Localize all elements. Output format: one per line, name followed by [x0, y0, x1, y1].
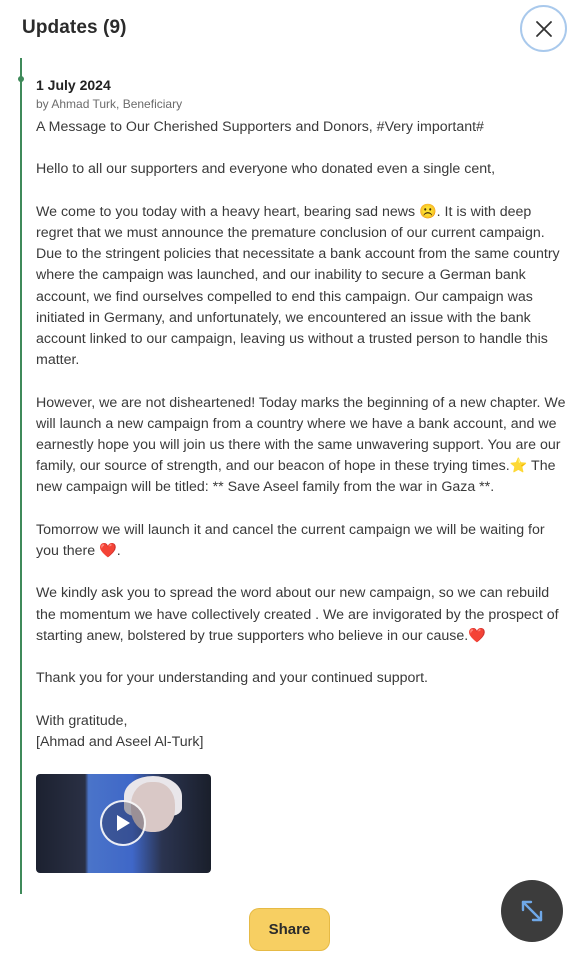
update-paragraph: Thank you for your understanding and your continued support.: [36, 670, 428, 687]
close-icon: [535, 20, 553, 38]
play-button[interactable]: [100, 800, 146, 846]
video-thumbnail[interactable]: [36, 774, 211, 873]
update-paragraph: Hello to all our supporters and everyone who donated even a single cent,: [36, 161, 496, 178]
timeline-line: [20, 58, 22, 894]
close-button[interactable]: [520, 5, 567, 52]
share-button[interactable]: Share: [249, 908, 330, 951]
timeline-dot: [18, 76, 24, 82]
update-author: by Ahmad Turk, Beneficiary: [36, 97, 183, 111]
update-paragraph: However, we are not disheartened! Today marks the beginning of a new chapter. We will launch a new campaign from a country where we have a bank account, and we earnestly hope you will join us there with the same unwavering support. You are our family, our source of strength, and our beacon of hope in these trying times.⭐ The new campaign will be titled: ** Save Aseel family from the war in Gaza **.: [36, 394, 566, 496]
update-paragraph: We kindly ask you to spread the word about our new campaign, so we can rebuild the momentum we have collectively created . We are invigorated by the prospect of starting anew, bolstered by true supporters who believe in our cause.❤️: [36, 585, 559, 644]
page-title: Updates (9): [22, 17, 127, 38]
update-entry: [36, 76, 566, 753]
update-date: 1 July 2024: [36, 77, 111, 93]
update-body: [36, 117, 566, 753]
update-paragraph: A Message to Our Cherished Supporters and Donors, #Very important#: [36, 119, 484, 135]
update-signature: With gratitude, [Ahmad and Aseel Al-Turk]: [36, 712, 204, 750]
updates-header: [0, 0, 586, 60]
update-paragraph: We come to you today with a heavy heart, bearing sad news ☹️. It is with deep regret that we must announce the premature conclusion of our current campaign. Due to the stringent policies that necessitate a bank account from the same country where the campaign was launched, and our inability to secure a German bank account, we find ourselves compelled to end this campaign. Our campaign was initiated in Germany, and unfortunately, we encountered an issue with the bank account linked to our campaign, leaving us without a trusted person to handle this matter.: [36, 203, 560, 369]
expand-button[interactable]: [501, 880, 563, 942]
play-icon: [115, 814, 131, 832]
update-paragraph: Tomorrow we will launch it and cancel the current campaign we will be waiting for you there ❤️.: [36, 521, 545, 559]
expand-arrows-icon: [517, 896, 547, 926]
